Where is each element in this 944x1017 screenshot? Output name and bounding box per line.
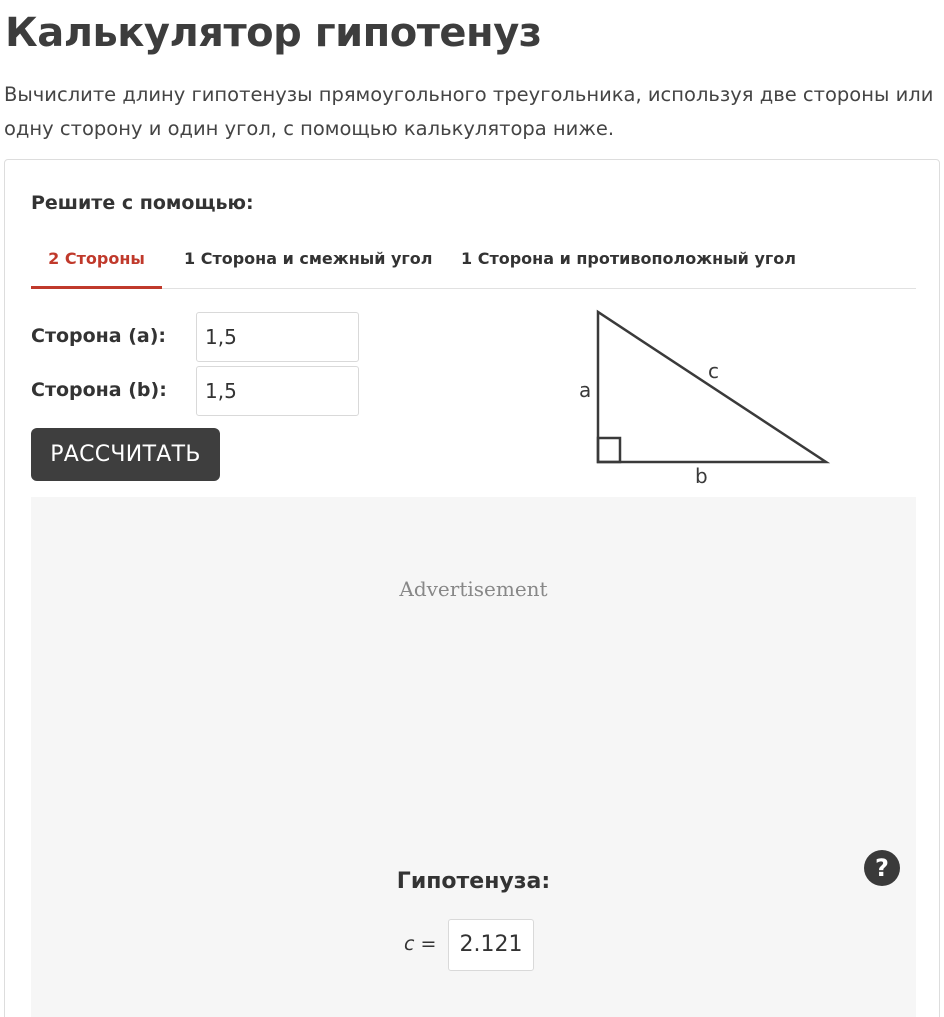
result-value: 2.121: [448, 919, 534, 971]
side-b-input[interactable]: [196, 366, 359, 416]
tab-side-opposite-angle[interactable]: 1 Сторона и противоположный угол: [461, 249, 796, 268]
side-a-input[interactable]: [196, 312, 359, 362]
calculator-card: [4, 159, 940, 1017]
label-side-b: b: [695, 464, 708, 488]
page-title: Калькулятор гипотенуз: [5, 10, 542, 56]
page-description: Вычислите длину гипотенузы прямоугольного треугольника, используя две стороны или одну сторону и один угол, с помощью калькулятора ниже.: [4, 83, 934, 140]
solve-label: Решите с помощью:: [31, 192, 254, 214]
help-icon[interactable]: ?: [864, 850, 900, 886]
result-title: Гипотенуза:: [396, 869, 551, 894]
label-side-c: c: [708, 359, 719, 383]
triangle-shape: [598, 312, 826, 462]
advertisement-area: [31, 497, 916, 1017]
right-triangle-diagram: [571, 305, 841, 495]
tab-two-sides[interactable]: 2 Стороны: [31, 232, 162, 289]
side-a-label: Сторона (a):: [31, 325, 167, 347]
calculate-button[interactable]: РАССЧИТАТЬ: [31, 428, 220, 481]
tab-side-adjacent-angle[interactable]: 1 Сторона и смежный угол: [184, 249, 433, 268]
result-variable: c =: [404, 933, 437, 955]
side-b-label: Сторона (b):: [31, 379, 167, 401]
method-tabs: [31, 232, 916, 289]
label-side-a: a: [579, 378, 592, 402]
right-angle-marker: [598, 438, 620, 462]
advertisement-label: Advertisement: [399, 577, 548, 601]
